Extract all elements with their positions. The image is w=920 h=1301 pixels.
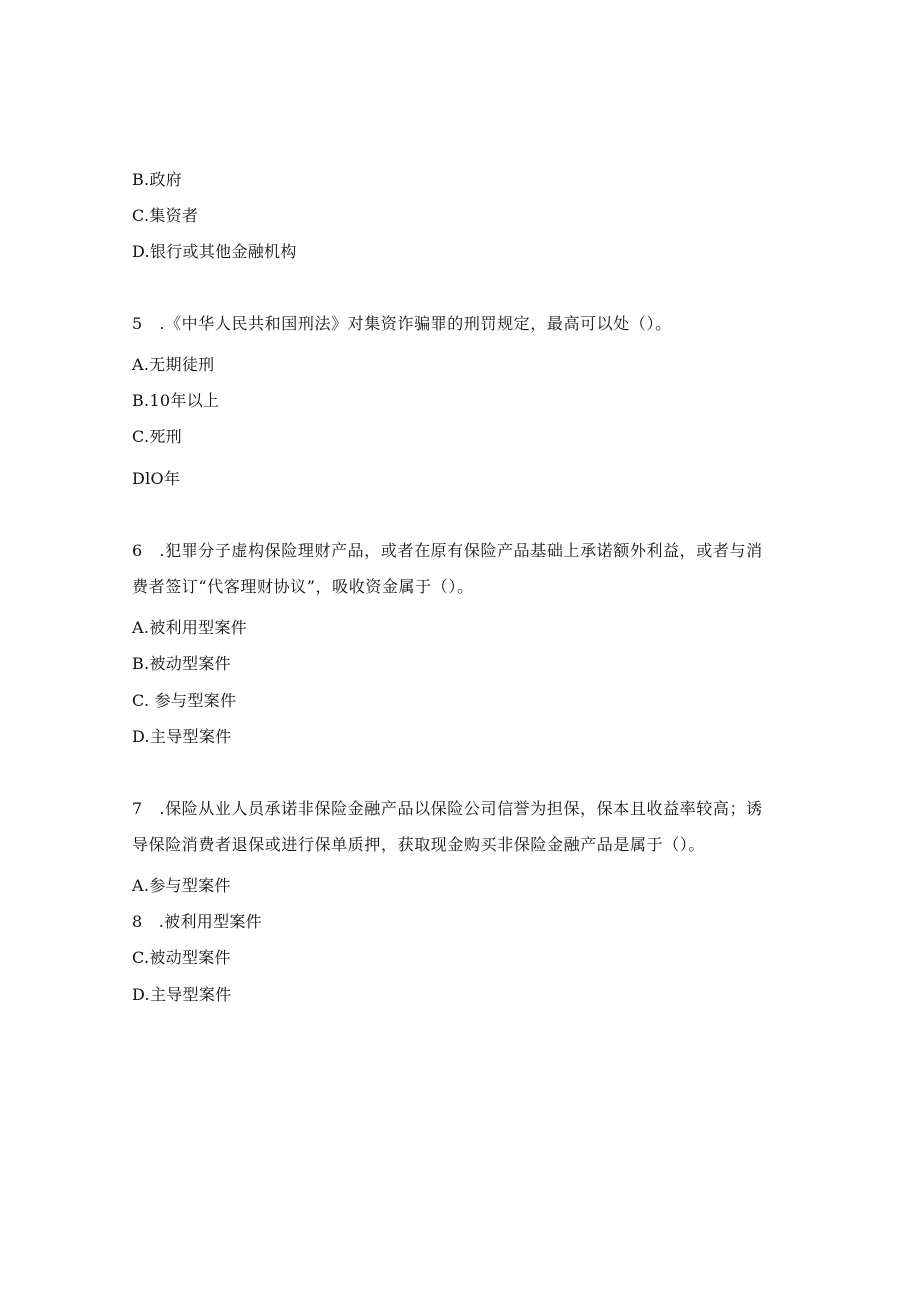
- option-a-q5: A.无期徒刑: [132, 355, 215, 374]
- option-a-q6: A.被利用型案件: [132, 618, 248, 637]
- option-b-q7: 8 .被利用型案件: [132, 912, 262, 931]
- option-c-q4: C.集资者: [132, 206, 199, 225]
- option-b-q5: B.10年以上: [132, 391, 220, 410]
- option-c-q6: C. 参与型案件: [132, 691, 237, 710]
- option-b-q4: B.政府: [132, 170, 183, 189]
- question-7-line-1: 7 .保险从业人员承诺非保险金融产品以保险公司信誉为担保，保本且收益率较高；诱: [132, 799, 763, 818]
- question-5: 5 .《中华人民共和国刑法》对集资诈骗罪的刑罚规定，最高可以处（）。: [132, 314, 672, 333]
- option-d-q7: D.主导型案件: [132, 985, 232, 1004]
- option-d-q4: D.银行或其他金融机构: [132, 242, 297, 261]
- question-6-line-2: 费者签订“代客理财协议”，吸收资金属于（）。: [132, 577, 474, 596]
- option-b-q6: B.被动型案件: [132, 654, 231, 673]
- option-c-q5: C.死刑: [132, 427, 182, 446]
- question-6-line-1: 6 .犯罪分子虚构保险理财产品，或者在原有保险产品基础上承诺额外利益，或者与消: [132, 541, 763, 560]
- option-d-q6: D.主导型案件: [132, 727, 232, 746]
- question-7-line-2: 导保险消费者退保或进行保单质押，获取现金购买非保险金融产品是属于（）。: [132, 835, 706, 854]
- option-d-q5: DlO年: [132, 469, 181, 488]
- option-c-q7: C.被动型案件: [132, 948, 231, 967]
- option-a-q7: A.参与型案件: [132, 876, 231, 895]
